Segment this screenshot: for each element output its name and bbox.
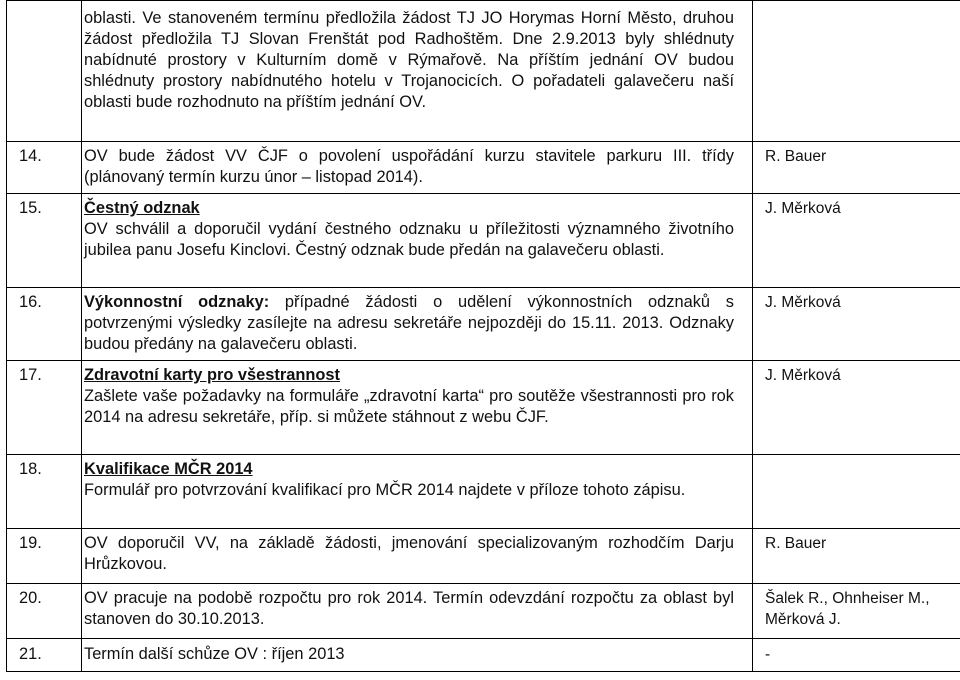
item-title: Zdravotní karty pro všestrannost	[84, 366, 340, 384]
item-text	[82, 455, 753, 529]
item-responsible: J. Měrková	[753, 194, 960, 288]
item-body: Termín další schůze OV : říjen 2013	[84, 645, 345, 663]
table-row	[7, 1, 960, 142]
item-body: oblasti. Ve stanoveném termínu předložila žádost TJ JO Horymas Horní Město, druhou žádost předložila TJ Slovan Frenštát pod Radhoštěm. Dne 2.9.2013 byly shlédnuty nabídnuté prostory v Kulturním domě v Rýmařově. Na příštím jednání OV budou shlédnuty prostory nabídnutého hotelu v Trojanocicích. O pořadateli galavečeru naší oblasti bude rozhodnuto na příštím jednání OV.	[84, 9, 734, 111]
item-text	[82, 288, 753, 361]
table-row	[7, 584, 960, 639]
item-text	[82, 584, 753, 639]
item-body: OV schválil a doporučil vydání čestného odznaku u příležitosti významného životního jubilea panu Josefu Kinclovi. Čestný odznak bude předán na galavečeru oblasti.	[84, 220, 734, 259]
item-body: OV bude žádost VV ČJF o povolení uspořádání kurzu stavitele parkuru III. třídy (plánovaný termín kurzu únor – listopad 2014).	[84, 147, 734, 186]
item-title: Výkonnostní odznaky:	[84, 293, 270, 311]
table-row	[7, 455, 960, 529]
table-row	[7, 142, 960, 194]
item-responsible: R. Bauer	[753, 529, 960, 584]
item-number: 20.	[7, 584, 82, 639]
item-responsible	[753, 455, 960, 529]
item-text	[82, 142, 753, 194]
item-number	[7, 1, 82, 142]
item-body: Formulář pro potvrzování kvalifikací pro MČR 2014 najdete v příloze tohoto zápisu.	[84, 481, 686, 499]
item-body: OV doporučil VV, na základě žádosti, jmenování specializovaným rozhodčím Darju Hrůzkovou.	[84, 534, 734, 573]
table-row	[7, 194, 960, 288]
item-text	[82, 639, 753, 672]
item-responsible: Šalek R., Ohnheiser M., Měrková J.	[753, 584, 960, 639]
item-number: 21.	[7, 639, 82, 672]
table-row	[7, 361, 960, 455]
item-text	[82, 529, 753, 584]
item-body: Zašlete vaše požadavky na formuláře „zdravotní karta“ pro soutěže všestrannosti pro rok 2014 na adresu sekretáře, příp. si můžete stáhnout z webu ČJF.	[84, 387, 734, 426]
item-responsible	[753, 1, 960, 142]
item-text	[82, 1, 753, 142]
item-number: 16.	[7, 288, 82, 361]
item-body: OV pracuje na podobě rozpočtu pro rok 2014. Termín odevzdání rozpočtu za oblast byl stanoven do 30.10.2013.	[84, 589, 734, 628]
item-number: 14.	[7, 142, 82, 194]
item-responsible: -	[753, 639, 960, 672]
item-number: 15.	[7, 194, 82, 288]
table-row	[7, 639, 960, 672]
item-title: Kvalifikace MČR 2014	[84, 460, 253, 478]
item-text	[82, 194, 753, 288]
item-responsible: J. Měrková	[753, 361, 960, 455]
item-number: 19.	[7, 529, 82, 584]
item-number: 18.	[7, 455, 82, 529]
item-title: Čestný odznak	[84, 199, 200, 217]
item-body: případné žádosti o udělení výkonnostních odznaků s potvrzenými výsledky zasílejte na adresu sekretáře nejpozději do 15.11. 2013. Odznaky budou předány na galavečeru oblasti.	[84, 293, 734, 353]
item-responsible: J. Měrková	[753, 288, 960, 361]
table-row	[7, 288, 960, 361]
item-number: 17.	[7, 361, 82, 455]
item-responsible: R. Bauer	[753, 142, 960, 194]
minutes-table	[6, 0, 960, 672]
table-row	[7, 529, 960, 584]
item-text	[82, 361, 753, 455]
